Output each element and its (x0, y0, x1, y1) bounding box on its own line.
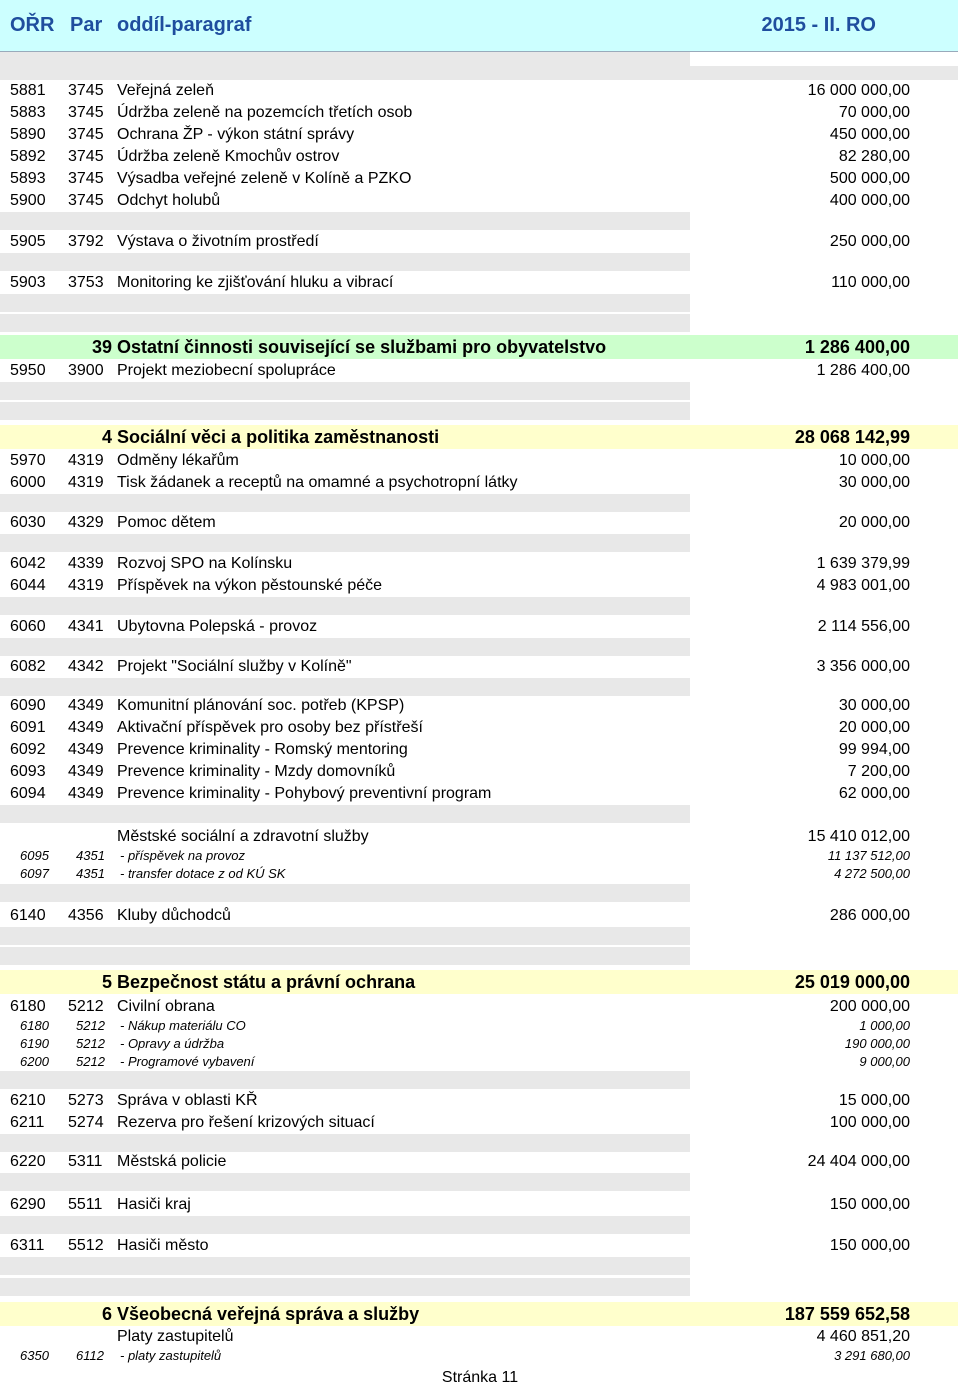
amount-cell: 9 000,00 (859, 1054, 910, 1069)
amount-cell: 3 356 000,00 (816, 658, 910, 675)
paragraph-cell: 4319 (68, 474, 104, 491)
orr-cell: 5903 (10, 274, 46, 291)
paragraph-cell: 3900 (68, 362, 104, 379)
spacer-row (0, 678, 958, 696)
name-cell: Veřejná zeleň (117, 82, 214, 99)
amount-cell: 11 137 512,00 (827, 848, 910, 863)
spacer-row (0, 1278, 958, 1296)
table-row (0, 553, 958, 575)
table-row (0, 231, 958, 253)
name-cell: Tisk žádanek a receptů na omamné a psychotropní látky (117, 474, 518, 491)
paragraph-cell: 4349 (68, 719, 104, 736)
paragraph-cell: 4341 (68, 618, 104, 635)
section-heading-row (0, 970, 958, 994)
amount-cell: 150 000,00 (829, 1237, 910, 1254)
amount-cell: 4 983 001,00 (816, 577, 910, 594)
table-row (0, 272, 958, 294)
table-row (0, 472, 958, 494)
paragraph-cell: 5 (101, 972, 112, 992)
paragraph-cell: 5212 (68, 998, 104, 1015)
table-row (0, 450, 958, 472)
header-orr: OŘR (10, 14, 55, 36)
paragraph-cell: 3745 (68, 148, 104, 165)
orr-cell: 6350 (20, 1348, 49, 1363)
amount-cell: 110 000,00 (831, 274, 910, 291)
paragraph-cell: 4329 (68, 514, 104, 531)
orr-cell: 6180 (10, 998, 46, 1015)
orr-cell: 6290 (10, 1196, 46, 1213)
name-cell: Projekt meziobecní spolupráce (117, 362, 336, 379)
name-cell: - Opravy a údržba (120, 1036, 225, 1051)
name-cell: - Programové vybavení (120, 1054, 255, 1069)
orr-cell: 6042 (10, 555, 46, 572)
paragraph-cell: 4 (101, 427, 112, 447)
amount-cell: 190 000,00 (844, 1036, 910, 1051)
spacer-row (0, 805, 958, 823)
orr-cell: 6200 (20, 1054, 49, 1069)
amount-cell: 4 460 851,20 (816, 1328, 910, 1345)
table-row (0, 360, 958, 382)
spacer-row (0, 1134, 958, 1152)
name-cell: Rezerva pro řešení krizových situací (117, 1114, 375, 1131)
orr-cell: 6000 (10, 474, 46, 491)
paragraph-cell: 4351 (76, 866, 105, 881)
paragraph-cell: 6 (101, 1304, 112, 1324)
name-cell: Platy zastupitelů (117, 1328, 234, 1345)
table-row (0, 1112, 958, 1134)
table-row (0, 1151, 958, 1173)
spacer-row (0, 253, 958, 271)
name-cell: Pomoc dětem (117, 514, 216, 531)
table-row (0, 826, 958, 848)
orr-cell: 6210 (10, 1092, 46, 1109)
header-par: Par (70, 14, 103, 36)
paragraph-cell: 5212 (76, 1054, 105, 1069)
table-row (0, 1326, 958, 1348)
name-cell: Civilní obrana (117, 998, 215, 1015)
paragraph-cell: 5511 (68, 1196, 103, 1213)
spacer-row (0, 52, 958, 66)
paragraph-cell: 3745 (68, 82, 104, 99)
table-row (0, 996, 958, 1018)
amount-cell: 62 000,00 (838, 785, 910, 802)
paragraph-cell: 5512 (68, 1237, 104, 1254)
sub-item-row (0, 1017, 958, 1035)
header-oddil-paragraf: oddíl-paragraf (117, 14, 252, 36)
paragraph-cell: 4349 (68, 763, 104, 780)
name-cell: Hasiči kraj (117, 1196, 191, 1213)
spacer-row (0, 382, 958, 400)
table-row (0, 739, 958, 761)
amount-cell: 20 000,00 (838, 514, 910, 531)
name-cell: Ubytovna Polepská - provoz (117, 618, 318, 635)
name-cell: Ostatní činnosti související se službami pro obyvatelstvo (117, 337, 607, 357)
amount-cell: 1 286 400,00 (804, 337, 910, 357)
orr-cell: 5905 (10, 233, 46, 250)
orr-cell: 6190 (20, 1036, 49, 1051)
name-cell: Prevence kriminality - Romský mentoring (117, 741, 408, 758)
name-cell: Aktivační příspěvek pro osoby bez přístřeší (117, 719, 423, 736)
table-row (0, 1194, 958, 1216)
orr-cell: 5950 (10, 362, 46, 379)
name-cell: Prevence kriminality - Mzdy domovníků (117, 763, 396, 780)
amount-cell: 20 000,00 (838, 719, 910, 736)
name-cell: Údržba zeleně Kmochův ostrov (117, 148, 340, 165)
table-row (0, 512, 958, 534)
paragraph-cell: 3745 (68, 170, 104, 187)
amount-cell: 1 286 400,00 (816, 362, 910, 379)
table-header (0, 0, 958, 52)
name-cell: Městské sociální a zdravotní služby (117, 828, 369, 845)
table-row (0, 616, 958, 638)
table-row (0, 80, 958, 102)
table-row (0, 717, 958, 739)
amount-cell: 450 000,00 (829, 126, 910, 143)
amount-cell: 28 068 142,99 (794, 427, 910, 447)
name-cell: Odměny lékařům (117, 452, 239, 469)
spacer-row (0, 927, 958, 945)
table-row (0, 905, 958, 927)
table-row (0, 575, 958, 597)
orr-cell: 6090 (10, 697, 46, 714)
name-cell: - příspěvek na provoz (120, 848, 246, 863)
paragraph-cell: 4349 (68, 785, 104, 802)
section-heading-row (0, 1302, 958, 1326)
amount-cell: 25 019 000,00 (794, 972, 910, 992)
name-cell: Údržba zeleně na pozemcích třetích osob (117, 104, 413, 121)
paragraph-cell: 3753 (68, 274, 104, 291)
amount-cell: 100 000,00 (829, 1114, 910, 1131)
name-cell: Rozvoj SPO na Kolínsku (117, 555, 293, 572)
amount-cell: 150 000,00 (829, 1196, 910, 1213)
paragraph-cell: 5273 (68, 1092, 104, 1109)
orr-cell: 6095 (20, 848, 49, 863)
paragraph-cell: 4349 (68, 741, 104, 758)
amount-cell: 200 000,00 (829, 998, 910, 1015)
header-period: 2015 - II. RO (761, 14, 876, 36)
orr-cell: 6082 (10, 658, 46, 675)
spacer-row (0, 314, 958, 332)
paragraph-cell: 4349 (68, 697, 104, 714)
amount-cell: 187 559 652,58 (784, 1304, 910, 1324)
paragraph-cell: 4339 (68, 555, 104, 572)
spacer-row (0, 402, 958, 420)
section-heading-row (0, 335, 958, 359)
spacer-row (0, 212, 958, 230)
spacer-row (0, 494, 958, 512)
spacer-row (0, 1071, 958, 1089)
paragraph-cell: 6112 (76, 1348, 104, 1363)
orr-cell: 6092 (10, 741, 46, 758)
spacer-row (0, 597, 958, 615)
spacer-row (0, 1173, 958, 1191)
table-row (0, 146, 958, 168)
paragraph-cell: 4342 (68, 658, 104, 675)
name-cell: Správa v oblasti KŘ (117, 1092, 258, 1109)
name-cell: Výsadba veřejné zeleně v Kolíně a PZKO (117, 170, 412, 187)
section-heading-row (0, 425, 958, 449)
sub-item-row (0, 865, 958, 883)
amount-cell: 30 000,00 (838, 474, 910, 491)
amount-cell: 500 000,00 (829, 170, 910, 187)
orr-cell: 6211 (10, 1114, 45, 1131)
amount-cell: 7 200,00 (847, 763, 910, 780)
orr-cell: 5890 (10, 126, 46, 143)
amount-cell: 30 000,00 (838, 697, 910, 714)
orr-cell: 6030 (10, 514, 46, 531)
name-cell: Příspěvek na výkon pěstounské péče (117, 577, 383, 594)
orr-cell: 5883 (10, 104, 46, 121)
amount-cell: 15 410 012,00 (807, 828, 910, 845)
orr-cell: 5892 (10, 148, 46, 165)
amount-cell: 400 000,00 (829, 192, 910, 209)
name-cell: Sociální věci a politika zaměstnanosti (117, 427, 440, 447)
table-row (0, 656, 958, 678)
amount-cell: 15 000,00 (838, 1092, 910, 1109)
paragraph-cell: 4356 (68, 907, 104, 924)
table-row (0, 761, 958, 783)
name-cell: Projekt "Sociální služby v Kolíně" (117, 658, 352, 675)
amount-cell: 10 000,00 (838, 452, 910, 469)
name-cell: - platy zastupitelů (120, 1348, 222, 1363)
name-cell: Výstava o životním prostředí (117, 233, 319, 250)
orr-cell: 6093 (10, 763, 46, 780)
orr-cell: 5893 (10, 170, 46, 187)
name-cell: Bezpečnost státu a právní ochrana (117, 972, 416, 992)
table-row (0, 124, 958, 146)
orr-cell: 6140 (10, 907, 46, 924)
paragraph-cell: 5212 (76, 1018, 105, 1033)
name-cell: Všeobecná veřejná správa a služby (117, 1304, 420, 1324)
spacer-row (0, 66, 958, 80)
orr-cell: 6220 (10, 1153, 46, 1170)
orr-cell: 6044 (10, 577, 46, 594)
name-cell: Městská policie (117, 1153, 227, 1170)
orr-cell: 5881 (10, 82, 46, 99)
paragraph-cell: 5274 (68, 1114, 104, 1131)
table-row (0, 102, 958, 124)
orr-cell: 6091 (10, 719, 46, 736)
orr-cell: 6311 (10, 1237, 45, 1254)
orr-cell: 6180 (20, 1018, 49, 1033)
paragraph-cell: 3745 (68, 104, 104, 121)
sub-item-row (0, 1035, 958, 1053)
orr-cell: 5900 (10, 192, 46, 209)
page-number: Stránka 11 (441, 1369, 519, 1386)
name-cell: - Nákup materiálu CO (120, 1018, 246, 1033)
paragraph-cell: 39 (91, 337, 112, 357)
amount-cell: 70 000,00 (838, 104, 910, 121)
sub-item-row (0, 847, 958, 865)
amount-cell: 1 000,00 (859, 1018, 910, 1033)
paragraph-cell: 4319 (68, 452, 104, 469)
amount-cell: 250 000,00 (829, 233, 910, 250)
name-cell: Komunitní plánování soc. potřeb (KPSP) (117, 697, 405, 714)
table-row (0, 168, 958, 190)
name-cell: Hasiči město (117, 1237, 209, 1254)
amount-cell: 1 639 379,99 (816, 555, 910, 572)
name-cell: Monitoring ke zjišťování hluku a vibrací (117, 274, 394, 291)
table-row (0, 695, 958, 717)
name-cell: Ochrana ŽP - výkon státní správy (117, 126, 355, 143)
amount-cell: 99 994,00 (838, 741, 910, 758)
amount-cell: 24 404 000,00 (807, 1153, 910, 1170)
table-row (0, 1090, 958, 1112)
spacer-row (0, 884, 958, 902)
amount-cell: 16 000 000,00 (807, 82, 910, 99)
paragraph-cell: 3745 (68, 192, 104, 209)
spacer-row (0, 534, 958, 552)
orr-cell: 6094 (10, 785, 46, 802)
paragraph-cell: 4319 (68, 577, 104, 594)
spacer-row (0, 947, 958, 965)
paragraph-cell: 5212 (76, 1036, 105, 1051)
name-cell: Kluby důchodců (117, 907, 231, 924)
paragraph-cell: 3745 (68, 126, 104, 143)
table-row (0, 783, 958, 805)
table-row (0, 1235, 958, 1257)
amount-cell: 4 272 500,00 (834, 866, 910, 881)
spacer-row (0, 294, 958, 312)
orr-cell: 6060 (10, 618, 46, 635)
orr-cell: 6097 (20, 866, 49, 881)
spacer-row (0, 1216, 958, 1234)
sub-item-row (0, 1053, 958, 1071)
name-cell: Prevence kriminality - Pohybový preventivní program (117, 785, 492, 802)
spacer-row (0, 1257, 958, 1275)
amount-cell: 286 000,00 (829, 907, 910, 924)
paragraph-cell: 4351 (76, 848, 105, 863)
name-cell: Odchyt holubů (117, 192, 221, 209)
amount-cell: 2 114 556,00 (817, 618, 910, 635)
paragraph-cell: 3792 (68, 233, 104, 250)
sub-item-row (0, 1347, 958, 1365)
spacer-row (0, 638, 958, 656)
table-row (0, 190, 958, 212)
orr-cell: 5970 (10, 452, 46, 469)
amount-cell: 82 280,00 (838, 148, 910, 165)
name-cell: - transfer dotace z od KÚ SK (120, 866, 286, 881)
amount-cell: 3 291 680,00 (834, 1348, 910, 1363)
paragraph-cell: 5311 (68, 1153, 103, 1170)
